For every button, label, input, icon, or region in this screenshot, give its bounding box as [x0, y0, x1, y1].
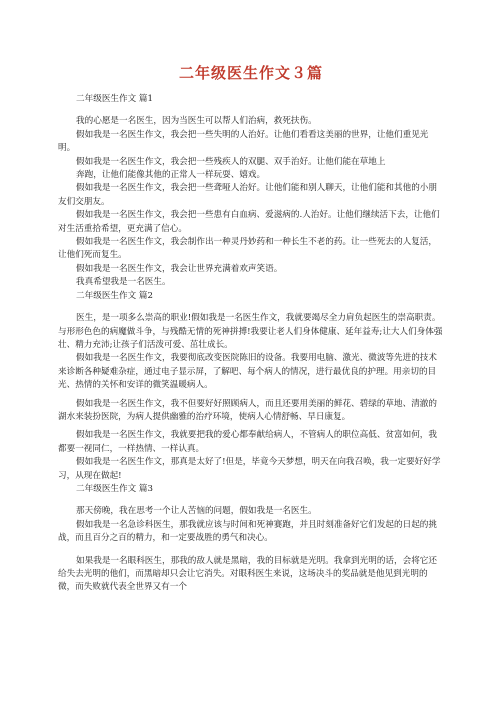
paragraph: 二年级医生作文 篇2 [76, 290, 153, 301]
paragraph: 假如我是一名医生作文，我不但要好好照顾病人，而且还要用美丽的鲜花、碧绿的草地、清澈的湖水来装扮医院，为病人提供幽雅的治疗环境，使病人心情舒畅、早日康复。 [58, 398, 437, 422]
paragraph: 假如我是一名医生作文，我会让世界充满着欢声笑语。 [76, 263, 283, 274]
paragraph: 如果我是一名眼科医生，那我的敌人就是黑暗，我的目标就是光明。我拿到光明的话，会将它还给失去光明的他们，而黑暗却只会让它消失。对眼科医生来说，这场决斗的奖品就是他见到光明的微，而失败就代表全世界又有一个 [58, 555, 437, 593]
paragraph: 我的心愿是一名医生，因为当医生可以帮人们治病，救死扶伤。 [76, 116, 317, 127]
paragraph: 假如我是一名医生作文，我会把一些聋哑人治好。让他们能和别人聊天，让他们能和其他的小朋友们交朋友。 [58, 183, 437, 207]
paragraph: 假如我是一名医生作文，那真是太好了!但是，毕竟今天梦想，明天在向我召唤，我一定要好好学习，从现在做起! [58, 457, 441, 481]
paragraph: 医生，是一项多么崇高的职业!假如我是一名医生作文，我就要竭尽全力肩负起医生的崇高职责。与形形色色的病魔做斗争，与残酷无情的死神拼搏!我要让老人们身体健康、延年益寿;让大人们身体强壮、精力充沛;让孩子们活泼可爱、茁壮成长。 [58, 313, 443, 350]
paragraph: 我真希望我是一名医生。 [76, 277, 171, 288]
document-body [58, 93, 444, 595]
paragraph: 那天傍晚，我在思考一个让人苦恼的问题，假如我是一名医生。 [76, 506, 317, 517]
paragraph: 假如我是一名医生作文，我要彻底改变医院陈旧的设备。我要用电脑、激光、微波等先进的技术来诊断各种疑难杂症，通过电子显示屏，了解吧、每个病人的情况，进行最优良的护理。用亲切的目光、热情的关怀和安详的微笑温暖病人。 [58, 353, 437, 391]
document-title: 二年级医生作文３篇 [178, 64, 323, 82]
paragraph: 假如我是一名医生作文，我就要把我的爱心都奉献给病人，不管病人的职位高低、贫富如何，我都要一视同仁，一样热情、一样认真。 [58, 430, 437, 454]
paragraph: 假如我是一名医生作文，我会把一些患有白血病、爱滋病的.人治好。让他们继续活下去，让他们对生活重拾希望，更充满了信心。 [58, 210, 440, 234]
paragraph: 奔跑，让他们能像其他的正常人一样玩耍、嬉戏。 [76, 170, 266, 181]
paragraph: 二年级医生作文 篇1 [76, 94, 153, 104]
paragraph: 假如我是一名医生作文，我会把一些失明的人治好。让他们看看这美丽的世界，让他们重见光明。 [58, 129, 429, 154]
paragraph: 假如我是一名急诊科医生，那我就应该与时间和死神赛跑，并且时刻准备好它们发起的日起的挑战，而且百分之百的精力，和一定要战胜的勇气和决心。 [58, 519, 437, 544]
paragraph: 假如我是一名医生作文，我会把一些残疾人的双腿、双手治好。让他们能在草地上 [76, 156, 386, 167]
paragraph: 二年级医生作文 篇3 [76, 483, 153, 494]
paragraph: 假如我是一名医生作文，我会制作出一种灵丹妙药和一种长生不老的药。让一些死去的人复活，让他们死而复生。 [58, 237, 437, 261]
